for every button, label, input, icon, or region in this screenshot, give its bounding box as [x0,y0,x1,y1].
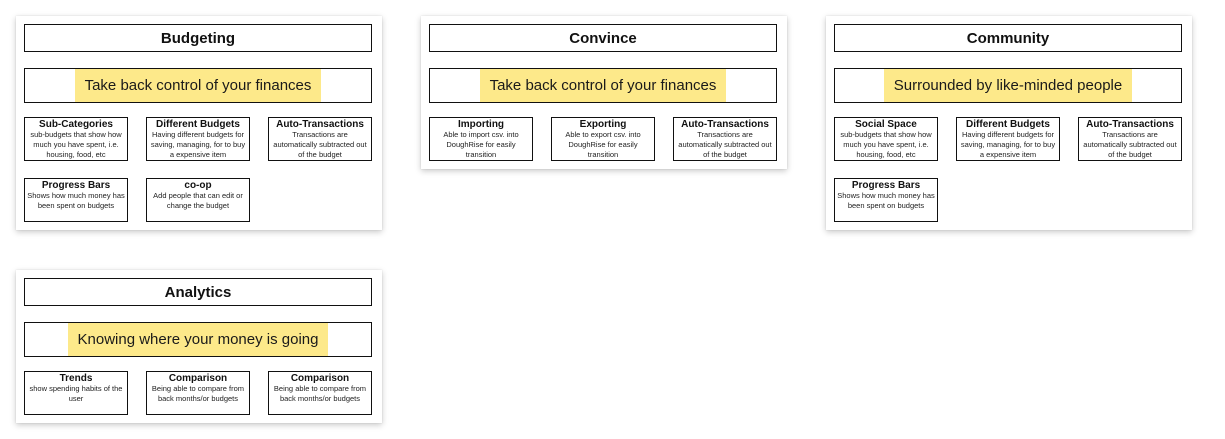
tagline-text: Take back control of your finances [489,77,717,94]
feature-title: co-op [184,180,212,191]
feature-description: sub-budgets that show how much you have spent, i.e. housing, food, etc [30,130,122,159]
feature-box [146,117,250,161]
feature-box [268,371,372,415]
card-title-text: Convince [569,29,637,47]
card-title-text: Community [966,29,1050,47]
feature-box [146,178,250,222]
tagline-frame [834,68,1182,103]
feature-box [146,371,250,415]
feature-box [551,117,655,161]
card-title [429,24,777,52]
feature-title: Importing [457,119,505,130]
feature-description: Having different budgets for saving, managing, for to buy a expensive item [150,130,246,159]
feature-description: Add people that can edit or change the budget [153,191,243,210]
convince-card [421,16,787,169]
tagline-text: Knowing where your money is going [77,331,319,348]
feature-description: Able to export csv. into DoughRise for easily transition [565,130,641,159]
tagline-text: Surrounded by like-minded people [893,77,1123,94]
feature-box [24,117,128,161]
feature-box [268,117,372,161]
feature-description: Transactions are automatically subtracted out of the budget [678,130,772,159]
tagline-frame [429,68,777,103]
card-title [24,278,372,306]
feature-title: Different Budgets [966,119,1050,130]
feature-title: Sub-Categories [39,119,113,130]
feature-description: Being able to compare from back months/or budgets [151,384,245,403]
feature-description: Shows how much money has been spent on budgets [837,191,935,210]
feature-title: Progress Bars [851,180,921,191]
feature-title: Different Budgets [156,119,240,130]
tagline-sticky-note[interactable] [480,69,727,102]
feature-title: Comparison [290,373,350,384]
card-title [24,24,372,52]
feature-description: show spending habits of the user [29,384,123,403]
card-title [834,24,1182,52]
community-card [826,16,1192,230]
feature-box [834,117,938,161]
analytics-card [16,270,382,423]
feature-title: Comparison [168,373,228,384]
feature-box [834,178,938,222]
tagline-sticky-note[interactable] [884,69,1132,102]
tagline-sticky-note[interactable] [75,69,322,102]
feature-box [24,371,128,415]
feature-description: Able to import csv. into DoughRise for easily transition [443,130,519,159]
feature-description: sub-budgets that show how much you have spent, i.e. housing, food, etc [840,130,932,159]
tagline-frame [24,68,372,103]
feature-box [429,117,533,161]
feature-box [1078,117,1182,161]
feature-title: Exporting [579,119,627,130]
feature-title: Social Space [855,119,917,130]
feature-description: Having different budgets for saving, managing, for to buy a expensive item [960,130,1056,159]
feature-description: Shows how much money has been spent on budgets [27,191,125,210]
tagline-frame [24,322,372,357]
feature-box [24,178,128,222]
tagline-text: Take back control of your finances [84,77,312,94]
feature-title: Auto-Transactions [276,119,364,130]
feature-title: Progress Bars [41,180,111,191]
feature-title: Auto-Transactions [681,119,769,130]
feature-description: Transactions are automatically subtracted out of the budget [273,130,367,159]
card-title-text: Analytics [164,283,232,301]
feature-title: Trends [59,373,93,384]
feature-description: Transactions are automatically subtracted out of the budget [1083,130,1177,159]
feature-title: Auto-Transactions [1086,119,1174,130]
feature-box [956,117,1060,161]
budgeting-card [16,16,382,230]
tagline-sticky-note[interactable] [68,323,329,356]
feature-description: Being able to compare from back months/or budgets [273,384,367,403]
feature-box [673,117,777,161]
card-title-text: Budgeting [160,29,236,47]
